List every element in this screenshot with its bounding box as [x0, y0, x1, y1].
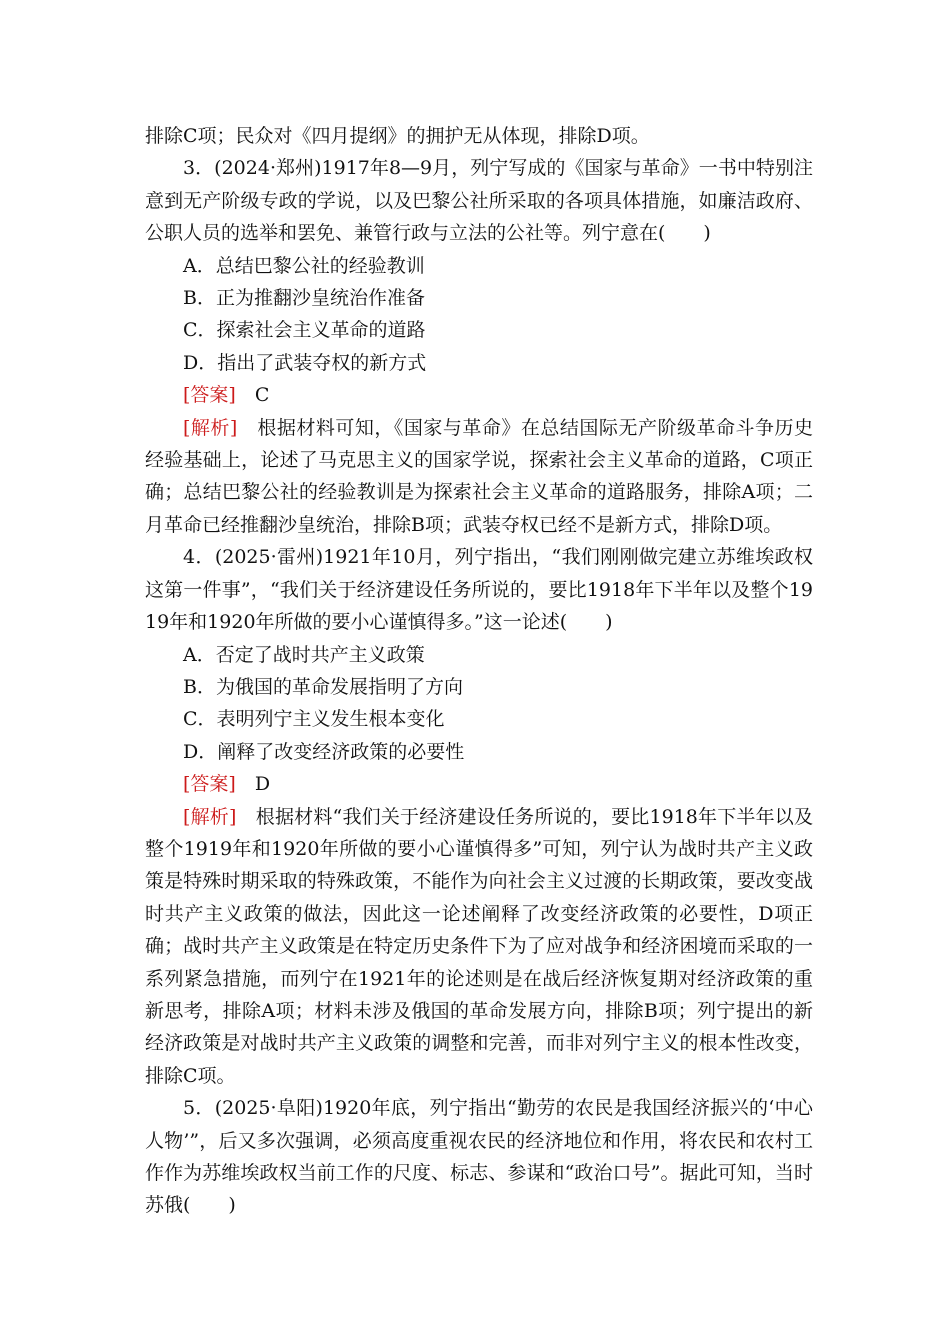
- question-3-option-a: A．总结巴黎公社的经验教训: [183, 254, 425, 277]
- question-4-option-c: C．表明列宁主义发生根本变化: [183, 708, 445, 731]
- analysis-label: [解析]: [183, 416, 238, 439]
- question-3-stem: 3．(2024·郑州)1917年8—9月，列宁写成的《国家与革命》一书中特别注意到无产阶级专政的学说，以及巴黎公社所采取的各项具体措施，如廉洁政府、公职人员的选举和罢免、兼管行政与立法的公社等。列宁意在( ): [145, 157, 813, 245]
- question-4-option-d: D．阐释了改变经济政策的必要性: [183, 740, 465, 763]
- question-4-option-b: B．为俄国的革命发展指明了方向: [183, 675, 463, 698]
- analysis-text: 根据材料可知，《国家与革命》在总结国际无产阶级革命斗争历史经验基础上，论述了马克思主义的国家学说，探索社会主义革命的道路，C项正确；总结巴黎公社的经验教训是为探索社会主义革命的道路服务，排除A项；二月革命已经推翻沙皇统治，排除B项；武装夺权已经不是新方式，排除D项。: [145, 416, 813, 536]
- question-3-option-d: D．指出了武装夺权的新方式: [183, 351, 427, 374]
- question-4-analysis: [145, 801, 813, 1093]
- question-3-analysis: [145, 412, 813, 542]
- answer-value: C: [254, 384, 270, 407]
- question-3-option-b: B．正为推翻沙皇统治作准备: [183, 287, 425, 310]
- intro-line: 排除C项；民众对《四月提纲》的拥护无从体现，排除D项。: [145, 125, 650, 147]
- question-3-option-c: C．探索社会主义革命的道路: [183, 319, 426, 342]
- question-4-answer: [145, 768, 813, 800]
- question-5-stem: 5．(2025·阜阳)1920年底，列宁指出“勤劳的农民是我国经济振兴的‘中心人物’”，后又多次强调，必须高度重视农民的经济地位和作用，将农民和农村工作作为苏维埃政权当前工作的尺度、标志、参谋和“政治口号”。据此可知，当时苏俄( ): [145, 1097, 813, 1217]
- analysis-label: [解析]: [183, 805, 237, 828]
- question-4-option-a: A．否定了战时共产主义政策: [183, 643, 425, 666]
- answer-value: D: [254, 773, 271, 796]
- answer-label: [答案]: [183, 384, 236, 407]
- answer-label: [答案]: [183, 773, 236, 796]
- analysis-text: 根据材料“我们关于经济建设任务所说的，要比1918年下半年以及整个1919年和1920年所做的要小心谨慎得多”可知，列宁认为战时共产主义政策是特殊时期采取的特殊政策，不能作为向社会主义过渡的长期政策，要改变战时共产主义政策的做法，因此这一论述阐释了改变经济政策的必要性，D项正确；战时共产主义政策是在特定历史条件下为了应对战争和经济困境而采取的一系列紧急措施，而列宁在1921年的论述则是在战后经济恢复期对经济政策的重新思考，排除A项；材料未涉及俄国的革命发展方向，排除B项；列宁提出的新经济政策是对战时共产主义政策的调整和完善，而非对列宁主义的根本性改变，排除C项。: [145, 805, 813, 1087]
- document-body: [145, 120, 813, 1222]
- question-3-answer: [145, 379, 813, 411]
- question-4-stem: 4．(2025·雷州)1921年10月，列宁指出，“我们刚刚做完建立苏维埃政权这第一件事”，“我们关于经济建设任务所说的，要比1918年下半年以及整个1919年和1920年所做的要小心谨慎得多。”这一论述( ): [145, 546, 813, 634]
